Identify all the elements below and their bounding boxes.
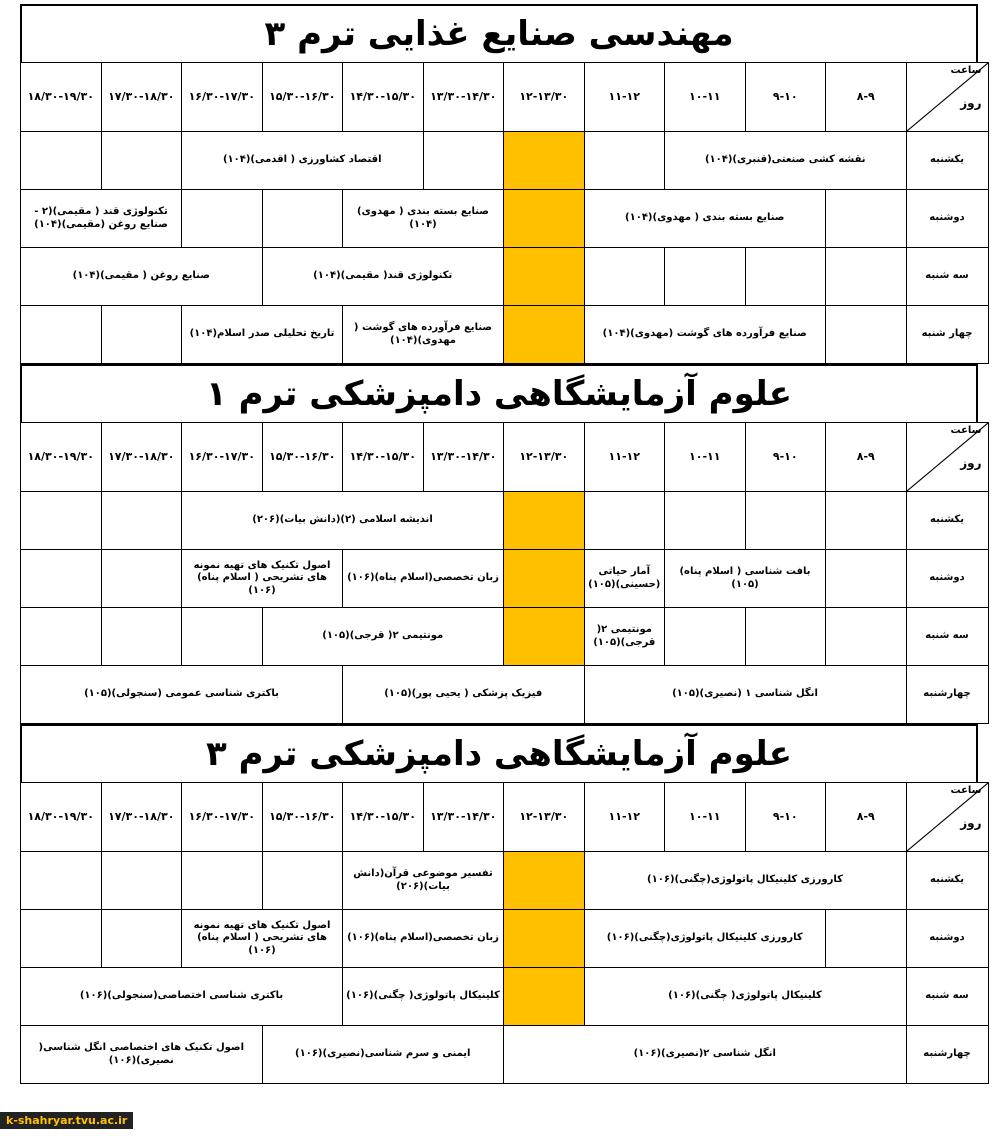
time-slot-header: ۱۵/۳۰-۱۶/۳۰ xyxy=(262,423,343,492)
empty-cell xyxy=(21,608,102,666)
day-name: سه شنبه xyxy=(906,248,988,306)
empty-cell xyxy=(584,492,665,550)
section-title: مهندسی صنایع غذایی ترم ۳ xyxy=(20,4,978,62)
day-name: دوشنبه xyxy=(906,190,988,248)
day-name: یکشنبه xyxy=(906,132,988,190)
day-row xyxy=(21,666,989,724)
lunch-break-cell xyxy=(504,492,585,550)
course-cell: اندیشه اسلامی (۲)(دانش بیات)(۲۰۶) xyxy=(182,492,504,550)
empty-cell xyxy=(101,910,182,968)
course-cell: کارورزی کلینیکال پاتولوژی(چگنی)(۱۰۶) xyxy=(584,852,906,910)
time-slot-header: ۸-۹ xyxy=(826,783,907,852)
course-cell: انگل شناسی ۱ (نصیری)(۱۰۵) xyxy=(584,666,906,724)
time-slot-header: ۱۵/۳۰-۱۶/۳۰ xyxy=(262,783,343,852)
empty-cell xyxy=(826,550,907,608)
empty-cell xyxy=(745,608,826,666)
day-row xyxy=(21,306,989,364)
lunch-break-cell xyxy=(504,190,585,248)
time-slot-header: ۸-۹ xyxy=(826,63,907,132)
time-slot-header: ۱۸/۳۰-۱۹/۳۰ xyxy=(21,63,102,132)
time-slot-header: ۹-۱۰ xyxy=(745,423,826,492)
empty-cell xyxy=(665,608,746,666)
course-cell: تاریخ تحلیلی صدر اسلام(۱۰۴) xyxy=(182,306,343,364)
lunch-break-cell xyxy=(504,248,585,306)
day-name: چهار شنبه xyxy=(906,306,988,364)
lunch-break-cell xyxy=(504,608,585,666)
schedule-table xyxy=(20,422,989,724)
time-slot-header: ۱۶/۳۰-۱۷/۳۰ xyxy=(182,63,263,132)
day-row xyxy=(21,852,989,910)
empty-cell xyxy=(745,248,826,306)
empty-cell xyxy=(101,306,182,364)
day-name: یکشنبه xyxy=(906,492,988,550)
lunch-break-cell xyxy=(504,306,585,364)
day-row xyxy=(21,608,989,666)
section-title: علوم آزمایشگاهی دامپزشکی ترم ۳ xyxy=(20,724,978,782)
course-cell: اقتصاد کشاورزی ( اقدمی)(۱۰۴) xyxy=(182,132,424,190)
empty-cell xyxy=(101,852,182,910)
time-slot-header: ۱۴/۳۰-۱۵/۳۰ xyxy=(343,783,424,852)
course-cell: کلینیکال پاتولوژی( چگنی)(۱۰۶) xyxy=(343,968,504,1026)
day-name: چهارشنبه xyxy=(906,1026,988,1084)
course-cell: تکنولوژی قند( مقیمی)(۱۰۴) xyxy=(262,248,504,306)
corner-hour-label: ساعت xyxy=(950,65,982,76)
day-name: چهارشنبه xyxy=(906,666,988,724)
course-cell: اصول تکنیک های تهیه نمونه های تشریحی ( اسلام پناه)(۱۰۶) xyxy=(182,550,343,608)
corner-header xyxy=(906,63,988,132)
time-slot-header: ۱۷/۳۰-۱۸/۳۰ xyxy=(101,63,182,132)
time-slot-header: ۱۴/۳۰-۱۵/۳۰ xyxy=(343,63,424,132)
day-row xyxy=(21,492,989,550)
empty-cell xyxy=(182,608,263,666)
course-cell: مونتیمی ۲( قرجی)(۱۰۵) xyxy=(262,608,504,666)
corner-day-label: روز xyxy=(960,456,982,470)
course-cell: آمار حیاتی (حسینی)(۱۰۵) xyxy=(584,550,665,608)
empty-cell xyxy=(584,248,665,306)
empty-cell xyxy=(665,248,746,306)
corner-header xyxy=(906,783,988,852)
lunch-break-cell xyxy=(504,852,585,910)
course-cell: اصول تکنیک های اختصاصی انگل شناسی( نصیری)(۱۰۶) xyxy=(21,1026,263,1084)
empty-cell xyxy=(826,248,907,306)
course-cell: باکتری شناسی اختصاصی(سنجولی)(۱۰۶) xyxy=(21,968,343,1026)
course-cell: زبان تخصصی(اسلام پناه)(۱۰۶) xyxy=(343,550,504,608)
time-slot-header: ۹-۱۰ xyxy=(745,783,826,852)
lunch-break-cell xyxy=(504,968,585,1026)
time-slot-header: ۱۷/۳۰-۱۸/۳۰ xyxy=(101,423,182,492)
time-slot-header: ۱۲-۱۳/۳۰ xyxy=(504,423,585,492)
footer-prefix: k-shahryar. xyxy=(6,1114,76,1127)
day-row xyxy=(21,132,989,190)
day-name: دوشنبه xyxy=(906,910,988,968)
corner-header xyxy=(906,423,988,492)
day-name: یکشنبه xyxy=(906,852,988,910)
day-row xyxy=(21,910,989,968)
course-cell: صنایع بسته بندی ( مهدوی)(۱۰۴) xyxy=(584,190,826,248)
time-slot-header: ۱۶/۳۰-۱۷/۳۰ xyxy=(182,783,263,852)
time-slot-header: ۱۱-۱۲ xyxy=(584,783,665,852)
time-slot-header: ۱۲-۱۳/۳۰ xyxy=(504,783,585,852)
time-slot-header: ۱۲-۱۳/۳۰ xyxy=(504,63,585,132)
empty-cell xyxy=(826,492,907,550)
empty-cell xyxy=(262,190,343,248)
empty-cell xyxy=(101,492,182,550)
day-row xyxy=(21,550,989,608)
course-cell: اصول تکنیک های تهیه نمونه های تشریحی ( اسلام پناه)(۱۰۶) xyxy=(182,910,343,968)
lunch-break-cell xyxy=(504,910,585,968)
course-cell: باکتری شناسی عمومی (سنجولی)(۱۰۵) xyxy=(21,666,343,724)
time-slot-header: ۱۳/۳۰-۱۴/۳۰ xyxy=(423,783,504,852)
lunch-break-cell xyxy=(504,550,585,608)
time-slot-header: ۱۰-۱۱ xyxy=(665,783,746,852)
empty-cell xyxy=(182,852,263,910)
empty-cell xyxy=(584,132,665,190)
empty-cell xyxy=(21,306,102,364)
course-cell: فیزیک پزشکی ( یحیی پور)(۱۰۵) xyxy=(343,666,585,724)
time-slot-header: ۱۶/۳۰-۱۷/۳۰ xyxy=(182,423,263,492)
empty-cell xyxy=(21,550,102,608)
time-slot-header: ۱۰-۱۱ xyxy=(665,63,746,132)
course-cell: صنایع فرآورده های گوشت ( مهدوی)(۱۰۴) xyxy=(343,306,504,364)
day-row xyxy=(21,248,989,306)
time-slot-header: ۱۰-۱۱ xyxy=(665,423,746,492)
corner-day-label: روز xyxy=(960,96,982,110)
time-slot-header: ۱۵/۳۰-۱۶/۳۰ xyxy=(262,63,343,132)
footer-domain: tvu.ac.ir xyxy=(75,1114,128,1127)
day-row xyxy=(21,1026,989,1084)
empty-cell xyxy=(101,550,182,608)
time-slot-header: ۸-۹ xyxy=(826,423,907,492)
day-name: سه شنبه xyxy=(906,608,988,666)
empty-cell xyxy=(101,608,182,666)
time-slot-header: ۱۱-۱۲ xyxy=(584,423,665,492)
empty-cell xyxy=(826,190,907,248)
corner-day-label: روز xyxy=(960,816,982,830)
empty-cell xyxy=(423,132,504,190)
schedule-table xyxy=(20,62,989,364)
empty-cell xyxy=(826,608,907,666)
time-slot-header: ۱۳/۳۰-۱۴/۳۰ xyxy=(423,423,504,492)
empty-cell xyxy=(21,132,102,190)
day-name: سه شنبه xyxy=(906,968,988,1026)
empty-cell xyxy=(665,492,746,550)
empty-cell xyxy=(21,852,102,910)
schedule-table xyxy=(20,782,989,1084)
course-cell: بافت شناسی ( اسلام پناه)(۱۰۵) xyxy=(665,550,826,608)
empty-cell xyxy=(182,190,263,248)
course-cell: تکنولوژی قند ( مقیمی)(۲ - صنایع روغن (مقیمی)(۱۰۴) xyxy=(21,190,182,248)
empty-cell xyxy=(21,910,102,968)
course-cell: کلینیکال پاتولوژی( چگنی)(۱۰۶) xyxy=(584,968,906,1026)
lunch-break-cell xyxy=(504,132,585,190)
section-title: علوم آزمایشگاهی دامپزشکی ترم ۱ xyxy=(20,364,978,422)
day-row xyxy=(21,190,989,248)
time-slot-header: ۹-۱۰ xyxy=(745,63,826,132)
course-cell: نقشه کشی صنعتی(قنبری)(۱۰۴) xyxy=(665,132,907,190)
empty-cell xyxy=(826,910,907,968)
time-slot-header: ۱۸/۳۰-۱۹/۳۰ xyxy=(21,783,102,852)
time-slot-header: ۱۱-۱۲ xyxy=(584,63,665,132)
corner-hour-label: ساعت xyxy=(950,785,982,796)
empty-cell xyxy=(826,306,907,364)
course-cell: صنایع بسته بندی ( مهدوی)(۱۰۴) xyxy=(343,190,504,248)
time-slot-header: ۱۳/۳۰-۱۴/۳۰ xyxy=(423,63,504,132)
site-watermark xyxy=(0,1112,133,1129)
day-row xyxy=(21,968,989,1026)
time-slot-header: ۱۸/۳۰-۱۹/۳۰ xyxy=(21,423,102,492)
course-cell: زبان تخصصی(اسلام پناه)(۱۰۶) xyxy=(343,910,504,968)
empty-cell xyxy=(745,492,826,550)
time-slot-header: ۱۴/۳۰-۱۵/۳۰ xyxy=(343,423,424,492)
course-cell: ایمنی و سرم شناسی(نصیری)(۱۰۶) xyxy=(262,1026,504,1084)
empty-cell xyxy=(101,132,182,190)
course-cell: مونتیمی ۲( قرجی)(۱۰۵) xyxy=(584,608,665,666)
empty-cell xyxy=(262,852,343,910)
day-name: دوشنبه xyxy=(906,550,988,608)
course-cell: صنایع فرآورده های گوشت (مهدوی)(۱۰۴) xyxy=(584,306,826,364)
empty-cell xyxy=(21,492,102,550)
course-cell: انگل شناسی ۲(نصیری)(۱۰۶) xyxy=(504,1026,907,1084)
course-cell: کارورزی کلینیکال پاتولوژی(چگنی)(۱۰۶) xyxy=(584,910,826,968)
schedule-document xyxy=(20,4,982,1084)
time-slot-header: ۱۷/۳۰-۱۸/۳۰ xyxy=(101,783,182,852)
course-cell: صنایع روغن ( مقیمی)(۱۰۴) xyxy=(21,248,263,306)
course-cell: تفسیر موضوعی قرآن(دانش بیات)(۲۰۶) xyxy=(343,852,504,910)
corner-hour-label: ساعت xyxy=(950,425,982,436)
